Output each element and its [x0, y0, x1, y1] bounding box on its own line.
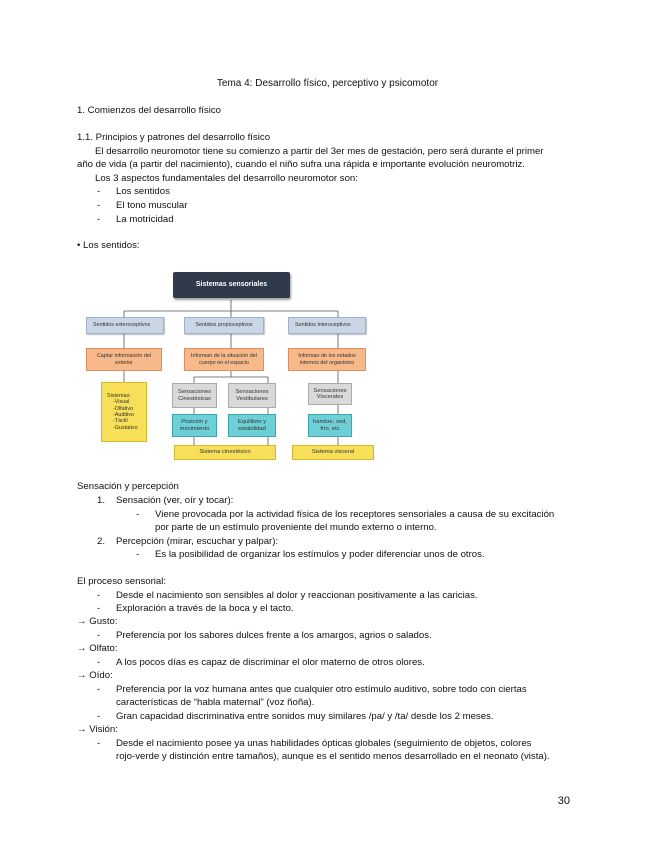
list-number: 1.: [97, 495, 106, 506]
balance-stability-node: Equilibrio y estabilidad: [228, 414, 276, 437]
list-dash: -: [97, 200, 101, 211]
list-item: características de “habla maternal” (voz ñoña).: [116, 697, 315, 708]
list-item: rojo-verde y distinción entre tamaños), aunque es el sentido menos desarrollado en el neonato (vista).: [116, 751, 550, 762]
subsection-heading: 1.1. Principios y patrones del desarrollo físico: [77, 132, 271, 143]
paragraph-line: Viene provocada por la actividad física de los receptores sensoriales a causa de su excitación: [155, 509, 555, 520]
sense-heading: → Olfato:: [77, 643, 118, 654]
diagram-root-node: Sistemas sensoriales: [173, 272, 290, 298]
list-dash: -: [97, 711, 101, 722]
interoceptive-info-node: Informan de los estados internos del organismo: [288, 348, 366, 371]
list-item: Exploración a través de la boca y el tacto.: [116, 603, 294, 614]
list-item: La motricidad: [116, 214, 174, 225]
system-item: -Visual: [113, 399, 130, 406]
system-item: -Táctil: [113, 418, 128, 425]
list-item: Desde el nacimiento posee ya unas habilidades ópticas globales (seguimiento de objetos, colores: [116, 738, 532, 749]
bullet-heading: • Los sentidos:: [77, 240, 140, 251]
list-number: 2.: [97, 536, 106, 547]
list-dash: -: [97, 657, 101, 668]
interoceptive-node: Sentidos interoceptivos: [288, 317, 366, 334]
vestibular-node: Sensaciones Vestibulares: [228, 383, 276, 408]
list-item: Percepción (mirar, escuchar y palpar):: [116, 536, 279, 547]
sense-heading: → Oído:: [77, 670, 113, 681]
system-item: -Auditivo: [113, 412, 134, 418]
exteroceptive-systems-node: [101, 382, 147, 442]
list-item: Desde el nacimiento son sensibles al dolor y reaccionan positivamente a las caricias.: [116, 590, 478, 601]
page-number: 30: [557, 795, 570, 807]
section-heading: Sensación y percepción: [77, 481, 179, 492]
sense-heading: → Visión:: [77, 724, 118, 735]
section-heading: El proceso sensorial:: [77, 576, 167, 587]
list-dash: -: [97, 684, 101, 695]
list-dash: -: [97, 214, 101, 225]
systems-title: Sistemas:: [107, 392, 131, 399]
system-item: -Olfativo: [113, 405, 134, 412]
exteroceptive-node: Sentidos exteroceptivos: [86, 317, 164, 334]
list-item: Preferencia por la voz humana antes que cualquier otro estímulo auditivo, sobre todo con ciertas: [116, 684, 527, 695]
list-dash: -: [97, 186, 101, 197]
list-dash: -: [97, 738, 101, 749]
kinesthetic-system-node: Sistema cinestésico: [174, 445, 276, 460]
paragraph-line: por parte de un estímulo proveniente del mundo externo o interno.: [155, 522, 437, 533]
list-dash: -: [136, 509, 140, 520]
system-item: -Gustativo: [113, 424, 138, 431]
list-dash: -: [97, 590, 101, 601]
list-dash: -: [97, 603, 101, 614]
list-item: Gran capacidad discriminativa entre sonidos muy similares /pa/ y /ta/ desde los 2 meses.: [116, 711, 494, 722]
paragraph-line: año de vida (a partir del nacimiento), cuando el niño sufra una rápida e importante evolución neuromotriz.: [77, 159, 525, 170]
hunger-thirst-node: hambre, sed, frío, etc: [308, 414, 352, 437]
list-item: El tono muscular: [116, 200, 188, 211]
page-title: Tema 4: Desarrollo físico, perceptivo y psicomotor: [216, 78, 439, 89]
visceral-system-node: Sistema visceral: [292, 445, 374, 460]
paragraph-line: Los 3 aspectos fundamentales del desarrollo neuromotor son:: [95, 173, 358, 184]
sense-heading: → Gusto:: [77, 616, 118, 627]
section-heading: 1. Comienzos del desarrollo físico: [77, 105, 221, 116]
list-item: Sensación (ver, oír y tocar):: [116, 495, 234, 506]
sensory-systems-diagram: [86, 267, 376, 463]
visceral-node: Sensaciones Viscerales: [308, 383, 352, 405]
paragraph-line: Es la posibilidad de organizar los estímulos y poder diferenciar unos de otros.: [155, 549, 485, 560]
list-item: Preferencia por los sabores dulces frente a los amargos, agrios o salados.: [116, 630, 432, 641]
exteroceptive-info-node: Captar información del exterior: [86, 348, 162, 371]
list-dash: -: [97, 630, 101, 641]
position-movement-node: Posición y movimiento: [172, 414, 217, 437]
list-item: Los sentidos: [116, 186, 170, 197]
list-dash: -: [136, 549, 140, 560]
kinesthetic-node: Sensaciones Cinestésicas: [172, 383, 217, 408]
proprioceptive-node: Sentidos propioceptivos: [184, 317, 264, 334]
paragraph-line: El desarrollo neuromotor tiene su comienzo a partir del 3er mes de gestación, pero será durante el primer: [95, 146, 544, 157]
list-item: A los pocos días es capaz de discriminar el olor materno de otros olores.: [116, 657, 425, 668]
proprioceptive-info-node: Informan de la situación del cuerpo en el espacio: [184, 348, 264, 371]
